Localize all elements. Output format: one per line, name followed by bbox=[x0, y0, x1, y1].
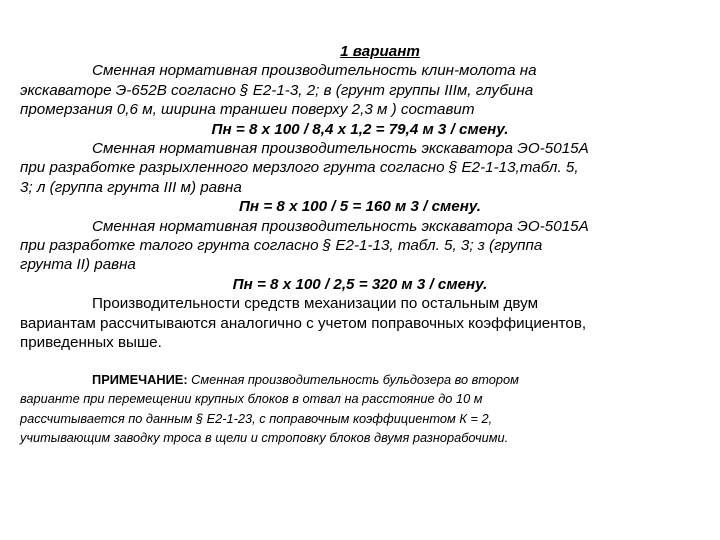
variant-title: 1 вариант bbox=[340, 43, 420, 60]
document-body bbox=[20, 42, 700, 448]
paragraph-line: Сменная нормативная производительность экскаватора ЭО-5015А bbox=[92, 217, 589, 235]
paragraph-line: 3; л (группа грунта III м) равна bbox=[20, 178, 242, 196]
paragraph-line: грунта II) равна bbox=[20, 256, 136, 274]
paragraph-frozen-soil bbox=[20, 139, 700, 197]
note-line: учитывающим заводку троса в щели и строповку блоков двумя разнорабочими. bbox=[20, 430, 509, 445]
paragraph-line: при разработке разрыхленного мерзлого грунта согласно § Е2-1-13,табл. 5, bbox=[20, 159, 579, 177]
note-block bbox=[20, 370, 700, 448]
note-line: варианте при перемещении крупных блоков в отвал на расстояние до 10 м bbox=[20, 391, 483, 406]
paragraph-klin-molot bbox=[20, 61, 700, 119]
paragraph-line: при разработке талого грунта согласно § Е2-1-13, табл. 5, 3; з (группа bbox=[20, 237, 543, 255]
formula-2: Пн = 8 х 100 / 5 = 160 м 3 / смену. bbox=[239, 198, 481, 216]
paragraph-line: Сменная нормативная производительность экскаватора ЭО-5015А bbox=[92, 140, 589, 158]
note-first-line bbox=[20, 370, 700, 390]
paragraph-other-variants bbox=[20, 294, 700, 352]
paragraph-line: промерзания 0,6 м, ширина траншеи поверху 2,3 м ) составит bbox=[20, 101, 475, 119]
paragraph-line: приведенных выше. bbox=[20, 334, 162, 352]
paragraph-line: Сменная нормативная производительность клин-молота на bbox=[92, 62, 537, 80]
paragraph-thawed-soil bbox=[20, 217, 700, 275]
note-label: ПРИМЕЧАНИЕ: bbox=[92, 371, 188, 387]
note-text: Сменная производительность бульдозера во втором bbox=[187, 371, 519, 387]
formula-3: Пн = 8 х 100 / 2,5 = 320 м 3 / смену. bbox=[232, 275, 488, 293]
paragraph-line: Производительности средств механизации по остальным двум bbox=[92, 295, 539, 313]
formula-1: Пн = 8 х 100 / 8,4 х 1,2 = 79,4 м 3 / смену. bbox=[211, 120, 509, 138]
paragraph-line: экскаваторе Э-652В согласно § Е2-1-3, 2; в (грунт группы IIIм, глубина bbox=[20, 81, 534, 99]
note-line: рассчитывается по данным § Е2-1-23, с поправочным коэффициентом К = 2, bbox=[20, 410, 493, 426]
paragraph-line: вариантам рассчитываются аналогично с учетом поправочных коэффициентов, bbox=[20, 314, 587, 332]
